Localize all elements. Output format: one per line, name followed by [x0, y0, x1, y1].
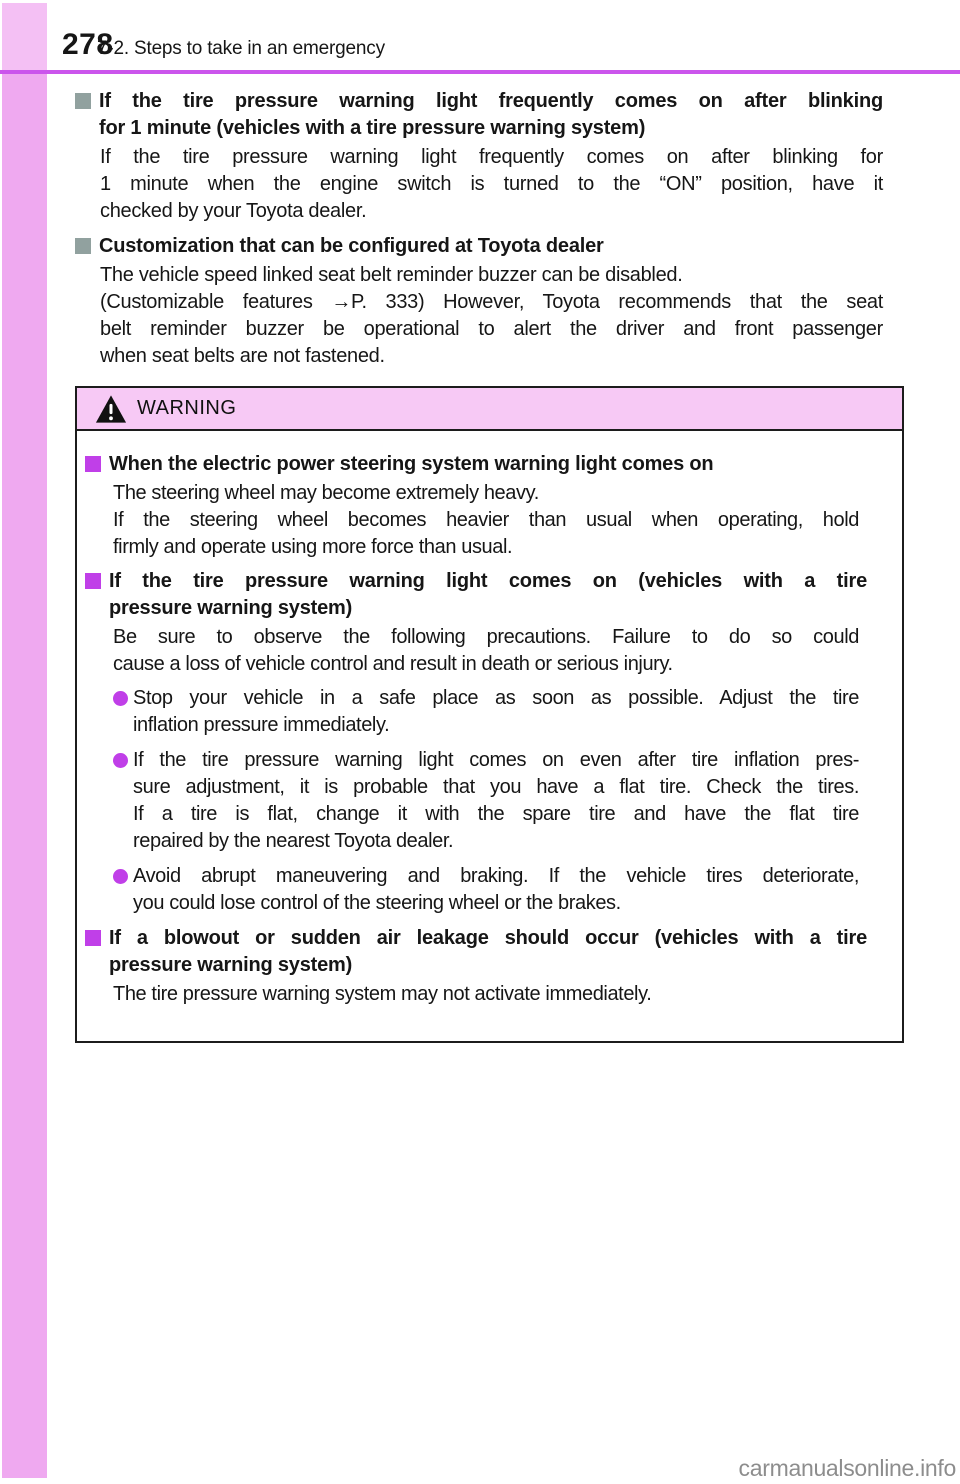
section-heading-text — [99, 233, 883, 260]
body-line: 1 minute when the engine switch is turned to the “ON” position, have it — [100, 173, 883, 195]
warning-box — [75, 386, 904, 1043]
section-heading-text — [99, 88, 883, 142]
body-line: firmly and operate using more force than usual. — [113, 536, 513, 558]
warning-dot-item — [113, 685, 878, 739]
main-content — [75, 88, 883, 378]
warning-block-steering — [85, 451, 878, 561]
page-number: 278 — [62, 28, 114, 61]
body-line: when seat belts are not fastened. — [100, 345, 385, 367]
heading-line: Customization that can be configured at Toyota dealer — [99, 235, 604, 257]
body-line: If the tire pressure warning light comes on even after tire inflation pres- — [133, 749, 859, 771]
body-line: The tire pressure warning system may not activate immediately. — [113, 983, 652, 1005]
square-bullet-icon — [85, 573, 101, 589]
left-margin-stripe-top — [2, 3, 47, 70]
section-heading — [75, 88, 883, 142]
warning-heading-text — [109, 925, 867, 979]
warning-block-heading — [85, 568, 878, 622]
section-tire-pressure-blinking — [75, 88, 883, 225]
warning-heading-text — [109, 568, 867, 622]
warning-heading-text — [109, 451, 867, 478]
body-line: If the steering wheel becomes heavier than usual when operating, hold — [113, 509, 859, 531]
body-line: you could lose control of the steering wheel or the brakes. — [133, 892, 621, 914]
circle-bullet-icon — [113, 691, 128, 706]
heading-line: If the tire pressure warning light comes on (vehicles with a tire — [109, 570, 867, 592]
warning-triangle-icon — [95, 394, 127, 424]
circle-bullet-icon — [113, 869, 128, 884]
circle-bullet-icon — [113, 753, 128, 768]
body-line: (Customizable features →P. 333) However, Toyota recommends that the seat — [100, 291, 883, 313]
square-bullet-icon — [85, 456, 101, 472]
section-heading — [75, 233, 883, 260]
watermark: carmanualsonline.info — [738, 1455, 956, 1481]
warning-block-body — [113, 480, 859, 561]
warning-block-body — [113, 624, 859, 678]
warning-dot-item — [113, 863, 878, 917]
body-line: Stop your vehicle in a safe place as soon as possible. Adjust the tire — [133, 687, 859, 709]
warning-block-heading — [85, 925, 878, 979]
heading-line: pressure warning system) — [109, 954, 353, 976]
body-line: Avoid abrupt maneuvering and braking. If the vehicle tires deteriorate, — [133, 865, 859, 887]
header-rule — [0, 70, 960, 74]
heading-line: for 1 minute (vehicles with a tire pressure warning system) — [99, 117, 646, 139]
section-customization — [75, 233, 883, 370]
warning-body — [77, 431, 902, 1041]
body-line: checked by your Toyota dealer. — [100, 200, 367, 222]
body-line: Be sure to observe the following precautions. Failure to do so could — [113, 626, 859, 648]
square-bullet-icon — [75, 93, 91, 109]
body-line: If the tire pressure warning light frequently comes on after blinking for — [100, 146, 883, 168]
heading-line: When the electric power steering system warning light comes on — [109, 453, 714, 475]
section-body — [100, 262, 883, 370]
warning-dot-item — [113, 747, 878, 855]
section-body — [100, 144, 883, 225]
heading-line: pressure warning system) — [109, 597, 353, 619]
dot-item-text — [133, 863, 859, 917]
body-line: repaired by the nearest Toyota dealer. — [133, 830, 454, 852]
heading-line: If the tire pressure warning light frequently comes on after blinking — [99, 90, 883, 112]
warning-header — [77, 388, 902, 431]
body-line: cause a loss of vehicle control and result in death or serious injury. — [113, 653, 673, 675]
chapter-title: 7-2. Steps to take in an emergency — [97, 38, 385, 59]
square-bullet-icon — [75, 238, 91, 254]
body-line: The vehicle speed linked seat belt reminder buzzer can be disabled. — [100, 264, 683, 286]
warning-block-blowout — [85, 925, 878, 1008]
body-line: The steering wheel may become extremely heavy. — [113, 482, 539, 504]
square-bullet-icon — [85, 930, 101, 946]
warning-title: WARNING — [137, 397, 237, 419]
left-margin-stripe — [2, 3, 47, 1478]
body-line: sure adjustment, it is probable that you have a flat tire. Check the tires. — [133, 776, 859, 798]
body-line: inflation pressure immediately. — [133, 714, 390, 736]
warning-block-body — [113, 981, 859, 1008]
dot-item-text — [133, 747, 859, 855]
warning-block-heading — [85, 451, 878, 478]
warning-block-tire-pressure — [85, 568, 878, 917]
heading-line: If a blowout or sudden air leakage should occur (vehicles with a tire — [109, 927, 867, 949]
body-line: If a tire is flat, change it with the spare tire and have the flat tire — [133, 803, 859, 825]
body-line: belt reminder buzzer be operational to alert the driver and front passenger — [100, 318, 883, 340]
dot-item-text — [133, 685, 859, 739]
